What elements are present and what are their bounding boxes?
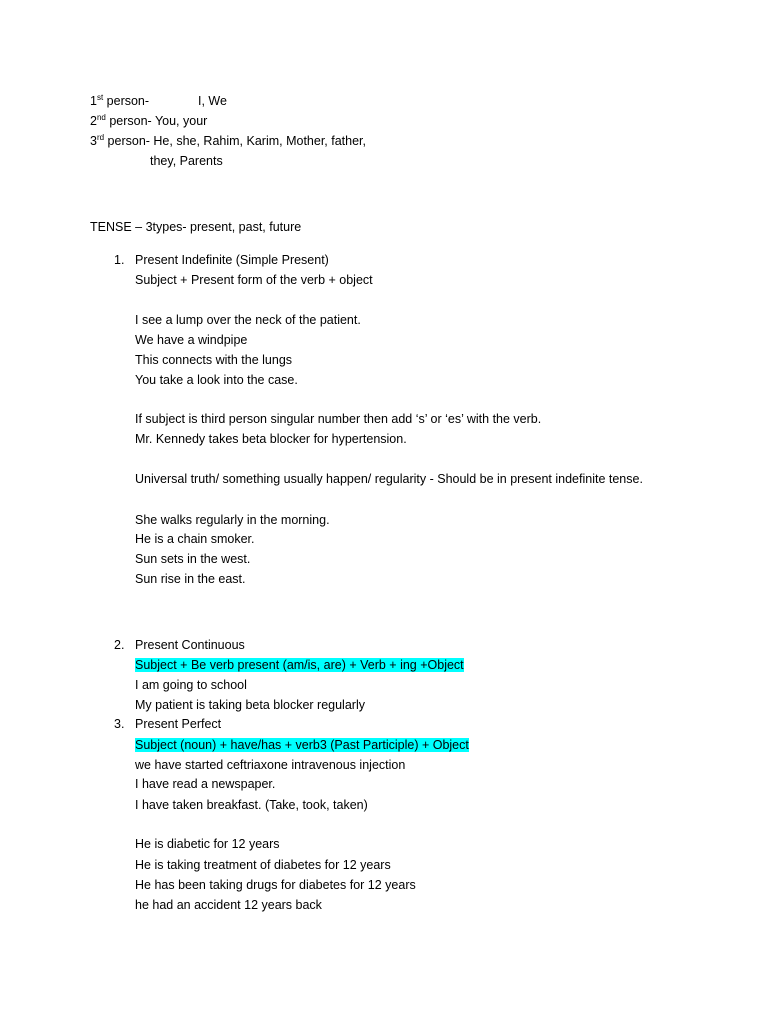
section-1-more-example: She walks regularly in the morning. (135, 513, 330, 527)
section-2-example: I am going to school (135, 678, 247, 692)
section-1-rule: If subject is third person singular number then add ‘s’ or ‘es’ with the verb. (135, 412, 542, 426)
third-person-text: person- He, she, Rahim, Karim, Mother, father, (104, 134, 366, 148)
section-1-example: You take a look into the case. (135, 373, 298, 387)
section-3-more-example: He has been taking drugs for diabetes for 12 years (135, 878, 416, 892)
section-3-example: I have read a newspaper. (135, 777, 276, 791)
section-1-example: This connects with the lungs (135, 353, 293, 367)
first-person-label: person- (103, 94, 150, 108)
section-1-more-example: Sun rise in the east. (135, 572, 246, 586)
section-1-formula: Subject + Present form of the verb + object (135, 273, 373, 287)
section-3-formula (135, 735, 469, 755)
third-person-sup: rd (96, 133, 105, 142)
section-1-number: 1. (114, 253, 125, 267)
section-1-more-example: He is a chain smoker. (135, 532, 255, 546)
third-person-continuation: they, Parents (150, 154, 223, 168)
section-1-title: Present Indefinite (Simple Present) (135, 253, 329, 267)
first-person-value: I, We (198, 94, 227, 108)
first-person-sup: st (96, 93, 104, 102)
section-2-number: 2. (114, 638, 125, 652)
section-3-example: we have started ceftriaxone intravenous injection (135, 758, 406, 772)
section-1-example: We have a windpipe (135, 333, 248, 347)
section-1-universal-truth: Universal truth/ something usually happen/ regularity - Should be in present indefinite tense. (135, 472, 643, 486)
second-person-text: person- You, your (105, 114, 208, 128)
section-3-more-example: He is diabetic for 12 years (135, 837, 280, 851)
first-person-number: 1 (90, 94, 97, 108)
section-2-formula-highlight: Subject + Be verb present (am/is, are) + Verb + ing +Object (135, 658, 464, 672)
section-2-title: Present Continuous (135, 638, 245, 652)
tense-heading: TENSE – 3types- present, past, future (90, 220, 302, 234)
first-person-line (90, 91, 149, 111)
second-person-number: 2 (90, 114, 97, 128)
section-2-formula (135, 655, 464, 675)
section-2-example: My patient is taking beta blocker regularly (135, 698, 365, 712)
section-3-example: I have taken breakfast. (Take, took, taken) (135, 798, 368, 812)
third-person-number: 3 (90, 134, 97, 148)
section-3-title: Present Perfect (135, 717, 222, 731)
second-person-line (90, 111, 207, 131)
third-person-line (90, 131, 366, 151)
section-1-example: I see a lump over the neck of the patient. (135, 313, 361, 327)
section-1-more-example: Sun sets in the west. (135, 552, 251, 566)
section-3-formula-highlight: Subject (noun) + have/has + verb3 (Past Participle) + Object (135, 738, 469, 752)
second-person-sup: nd (96, 113, 106, 122)
section-3-number: 3. (114, 717, 125, 731)
section-1-rule-example: Mr. Kennedy takes beta blocker for hypertension. (135, 432, 407, 446)
section-3-more-example: he had an accident 12 years back (135, 898, 322, 912)
section-3-more-example: He is taking treatment of diabetes for 12 years (135, 858, 391, 872)
